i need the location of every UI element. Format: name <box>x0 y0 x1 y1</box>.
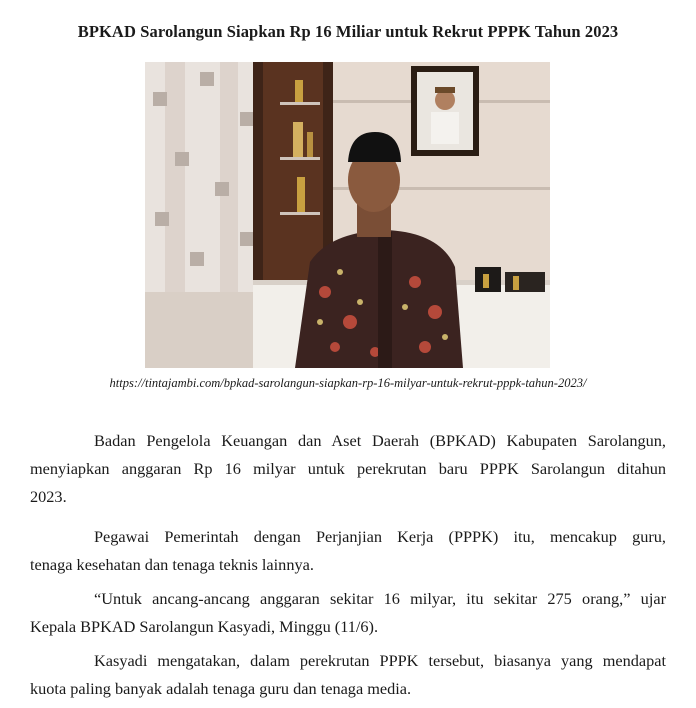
paragraph-1 <box>30 427 666 511</box>
paragraph-line: “Untuk ancang-ancang anggaran sekitar 16 milyar, itu sekitar 275 orang,” ujar <box>94 589 666 608</box>
paragraph-3 <box>30 585 666 641</box>
paragraph-line: Kasyadi mengatakan, dalam perekrutan PPPK tersebut, biasanya yang mendapat <box>94 651 666 670</box>
article-photo <box>145 62 550 368</box>
paragraph-line: menyiapkan anggaran Rp 16 milyar untuk perekrutan baru PPPK Sarolangun ditahun <box>30 459 666 478</box>
official-portrait-image <box>145 62 550 368</box>
paragraph-line: Pegawai Pemerintah dengan Perjanjian Kerja (PPPK) itu, mencakup guru, <box>94 527 666 546</box>
paragraph-line: tenaga kesehatan dan tenaga teknis lainnya. <box>30 555 314 574</box>
paragraph-line: Kepala BPKAD Sarolangun Kasyadi, Minggu (11/6). <box>30 617 379 636</box>
paragraph-2 <box>30 523 666 579</box>
photo-caption: https://tintajambi.com/bpkad-sarolangun-siapkan-rp-16-milyar-untuk-rekrut-pppk-tahun-2023/ <box>109 376 587 390</box>
paragraph-line: kuota paling banyak adalah tenaga guru dan tenaga media. <box>30 679 412 698</box>
paragraph-4 <box>30 647 666 703</box>
article-title: BPKAD Sarolangun Siapkan Rp 16 Miliar untuk Rekrut PPPK Tahun 2023 <box>77 22 619 41</box>
paragraph-line: 2023. <box>30 487 67 506</box>
paragraph-line: Badan Pengelola Keuangan dan Aset Daerah (BPKAD) Kabupaten Sarolangun, <box>94 431 666 450</box>
